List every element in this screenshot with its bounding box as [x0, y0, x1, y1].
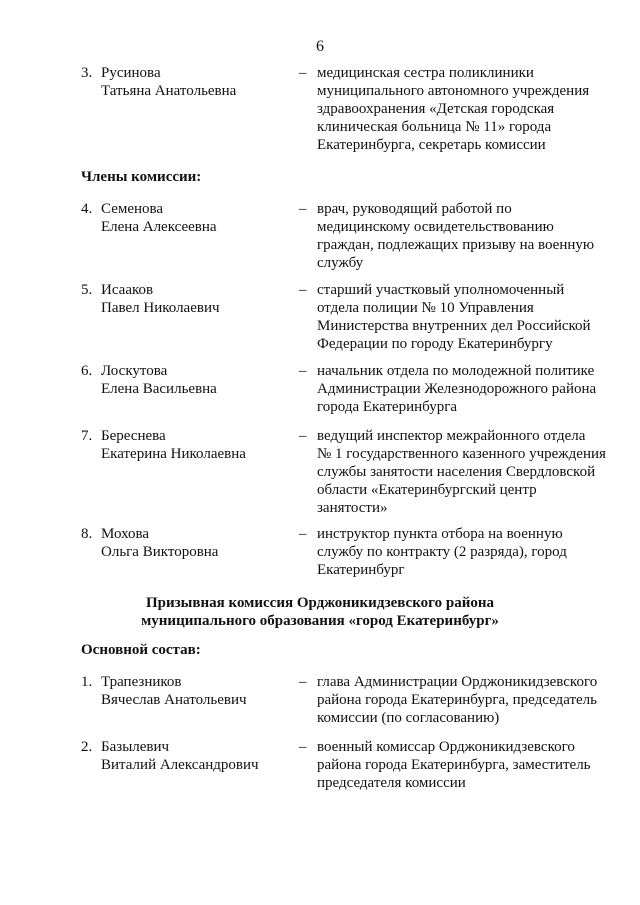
position-description: врач, руководящий работой по медицинскому освидетельствованию граждан, подлежащих призыву на военную службу — [317, 201, 595, 271]
position-description: медицинская сестра поликлиники муниципального автономного учреждения здравоохранения «Детская городская клиническая больница № 11» города Екатеринбурга, секретарь комиссии — [317, 65, 590, 153]
item-number: 4. — [81, 201, 93, 217]
person-name: Трапезников Вячеслав Анатольевич — [101, 674, 247, 708]
position-description: начальник отдела по молодежной политике Администрации Железнодорожного района города Екатеринбурга — [317, 363, 597, 415]
person-name: Базылевич Виталий Александрович — [101, 739, 259, 773]
person-name: Семенова Елена Алексеевна — [101, 201, 217, 235]
dash: – — [299, 526, 307, 542]
dash: – — [299, 282, 307, 298]
person-name: Лоскутова Елена Васильевна — [101, 363, 217, 397]
item-number: 3. — [81, 65, 93, 81]
position-description: ведущий инспектор межрайонного отдела № 1 государственного казенного учреждения службы занятости населения Свердловской области «Екатеринбургский центр занятости» — [317, 428, 606, 516]
item-number: 6. — [81, 363, 93, 379]
item-number: 7. — [81, 428, 93, 444]
members-heading: Члены комиссии: — [81, 169, 202, 185]
person-name: Русинова Татьяна Анатольевна — [101, 65, 237, 99]
position-description: военный комиссар Орджоникидзевского района города Екатеринбурга, заместитель председателя комиссии — [317, 739, 591, 791]
position-description: глава Администрации Орджоникидзевского района города Екатеринбурга, председатель комиссии (по согласованию) — [317, 674, 598, 726]
person-name: Мохова Ольга Викторовна — [101, 526, 219, 560]
dash: – — [299, 739, 307, 755]
main-composition-heading: Основной состав: — [81, 642, 201, 658]
position-description: инструктор пункта отбора на военную службу по контракту (2 разряда), город Екатеринбург — [317, 526, 567, 578]
dash: – — [299, 363, 307, 379]
item-number: 2. — [81, 739, 93, 755]
page-number: 6 — [316, 38, 324, 55]
dash: – — [299, 201, 307, 217]
item-number: 5. — [81, 282, 93, 298]
item-number: 8. — [81, 526, 93, 542]
person-name: Береснева Екатерина Николаевна — [101, 428, 246, 462]
position-description: старший участковый уполномоченный отдела полиции № 10 Управления Министерства внутренних дел Российской Федерации по городу Екатеринбургу — [317, 282, 591, 352]
dash: – — [299, 428, 307, 444]
dash: – — [299, 674, 307, 690]
person-name: Исааков Павел Николаевич — [101, 282, 220, 316]
dash: – — [299, 65, 307, 81]
item-number: 1. — [81, 674, 93, 690]
commission-heading: Призывная комиссия Орджоникидзевского района муниципального образования «город Екатеринбург» — [141, 595, 499, 629]
